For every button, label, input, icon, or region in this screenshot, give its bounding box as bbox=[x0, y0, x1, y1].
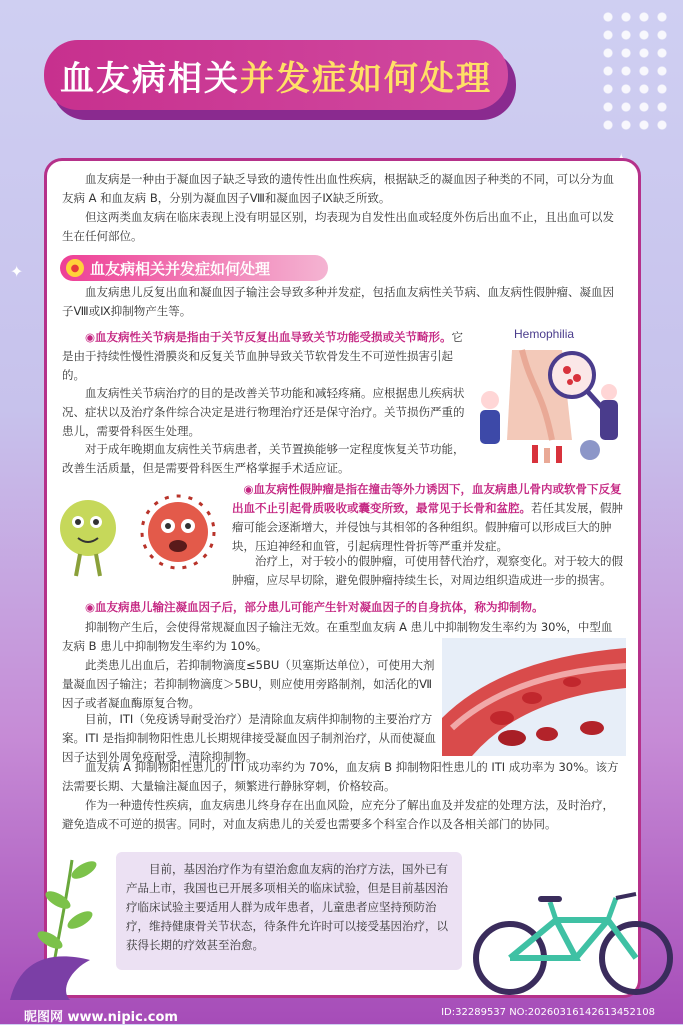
inhibitor-highlight: ◉血友病患儿输注凝血因子后，部分患儿可能产生针对凝血因子的自身抗体，称为抑制物。 bbox=[85, 600, 544, 614]
note-text: 目前，基因治疗作为有望治愈血友病的治疗方法，国外已有产品上市，我国也已开展多项相关的临床试验，但是目前基因治疗临床试验主要适用人群为成年患者，儿童患者应坚持预防治疗，维持健康骨关节状态，待条件允许时可以接受基因治疗，以获得长期的疗效甚至治愈。 bbox=[126, 862, 448, 952]
inhibitor-paragraph-5: 作为一种遗传性疾病，血友病患儿终身存在出血风险，应充分了解出血及并发症的处理方法，及时治疗，避免造成不可逆的损害。同时，对血友病患儿的关爱也需要多个科室合作以及各相关部门的协同。 bbox=[62, 798, 614, 831]
tumor-paragraph-1 bbox=[232, 480, 624, 556]
title-part1: 血友病相关 bbox=[60, 58, 240, 99]
hemophilia-illustration bbox=[472, 320, 632, 470]
joint-paragraph-1 bbox=[62, 328, 466, 385]
joint-paragraph-2: 血友病性关节病治疗的目的是改善关节功能和减轻疼痛。应根据患儿疾病状况、症状以及治疗条件综合决定是进行物理治疗还是保守治疗。关节损伤严重的患儿，需要骨科医生处理。 bbox=[62, 386, 465, 438]
section-header bbox=[60, 255, 328, 281]
joint-rest: 它是由于持续性慢性滑膜炎和反复关节血肿导致关节软骨发生不可逆性损害引起的。 bbox=[62, 330, 464, 382]
tumor-paragraph-2: 治疗上，对于较小的假肿瘤，可使用替代治疗，观察变化。对于较大的假肿瘤，应尽早切除，避免假肿瘤持续生长，对周边组织造成进一步的损害。 bbox=[232, 554, 623, 587]
inhibitor-paragraph-1: 抑制物产生后，会使得常规凝血因子输注无效。在重型血友病 A 患儿中抑制物发生率约为 30%，中型血友病 B 患儿中抑制物发生率约为 10%。 bbox=[62, 620, 613, 653]
inhibitor-paragraph-2: 此类患儿出血后，若抑制物滴度≤5BU（贝塞斯达单位），可使用大剂量凝血因子输注；若抑制物滴度＞5BU，则应使用旁路制剂，如活化的Ⅶ因子或者凝血酶原复合物。 bbox=[62, 658, 435, 710]
decor-dots bbox=[599, 8, 669, 138]
note-box bbox=[116, 852, 462, 970]
intro-paragraph-2: 但这两类血友病在临床表现上没有明显区别，均表现为自发性出血或轻度外伤后出血不止，且出血可以发生在任何部位。 bbox=[62, 210, 614, 243]
section-title: 血友病相关并发症如何处理 bbox=[90, 259, 271, 278]
footer bbox=[0, 1004, 683, 1024]
joint-highlight: ◉血友病性关节病是指由于关节反复出血导致关节功能受损或关节畸形。 bbox=[85, 330, 452, 344]
bicycle-illustration bbox=[468, 880, 678, 1000]
hemophilia-label: Hemophilia bbox=[514, 327, 575, 341]
blood-drop-icon: ● bbox=[66, 259, 84, 277]
sparkle-icon: ✦ bbox=[10, 262, 24, 281]
intro-paragraph-1: 血友病是一种由于凝血因子缺乏导致的遗传性出血性疾病，根据缺乏的凝血因子种类的不同，可以分为血友病 A 和血友病 B，分别为凝血因子Ⅷ和凝血因子Ⅸ缺乏所致。 bbox=[62, 172, 614, 205]
tumor-highlight: ◉血友病性假肿瘤是指在撞击等外力诱因下，血友病患儿骨内或软骨下反复出血不止引起骨质吸收或囊变所致，最常见于长骨和盆腔。 bbox=[232, 482, 622, 515]
blood-vessel-illustration bbox=[442, 638, 626, 756]
section-lead: 血友病患儿反复出血和凝血因子输注会导致多种并发症，包括血友病性关节病、血友病性假肿瘤、凝血因子Ⅷ或Ⅸ抑制物产生等。 bbox=[62, 285, 614, 318]
joint-paragraph-3: 对于成年晚期血友病性关节病患者，关节置换能够一定程度恢复关节功能，改善生活质量，但是需要骨科医生严格掌握手术适应证。 bbox=[62, 442, 465, 475]
inhibitor-paragraph-3: 目前，ITI（免疫诱导耐受治疗）是清除血友病伴抑制物的主要治疗方案。ITI 是指抑制物阳性患儿长期规律接受凝血因子制剂治疗，从而使凝血因子达到外周免疫耐受，清除抑制物。 bbox=[62, 712, 436, 764]
virus-illustration bbox=[50, 486, 226, 586]
plant-illustration bbox=[10, 840, 130, 1000]
image-id: ID:32289537 NO:20260316142613452108 bbox=[441, 1007, 655, 1018]
page-title bbox=[44, 40, 524, 122]
title-part2: 并发症如何处理 bbox=[240, 58, 492, 99]
tumor-rest: 若任其发展，假肿瘤可能会逐渐增大，并侵蚀与其相邻的各种组织。假肿瘤可以形成巨大的肿块，压迫神经和血管，引起病理性骨折等严重并发症。 bbox=[232, 501, 623, 553]
inhibitor-paragraph-4: 血友病 A 抑制物阳性患儿的 ITI 成功率约为 70%，血友病 B 抑制物阳性患儿的 ITI 成功率为 30%。该方法需要长期、大量输注凝血因子，频繁进行静脉穿刺，价格较高。 bbox=[62, 760, 619, 793]
watermark: 昵图网 www.nipic.com bbox=[24, 1010, 178, 1025]
